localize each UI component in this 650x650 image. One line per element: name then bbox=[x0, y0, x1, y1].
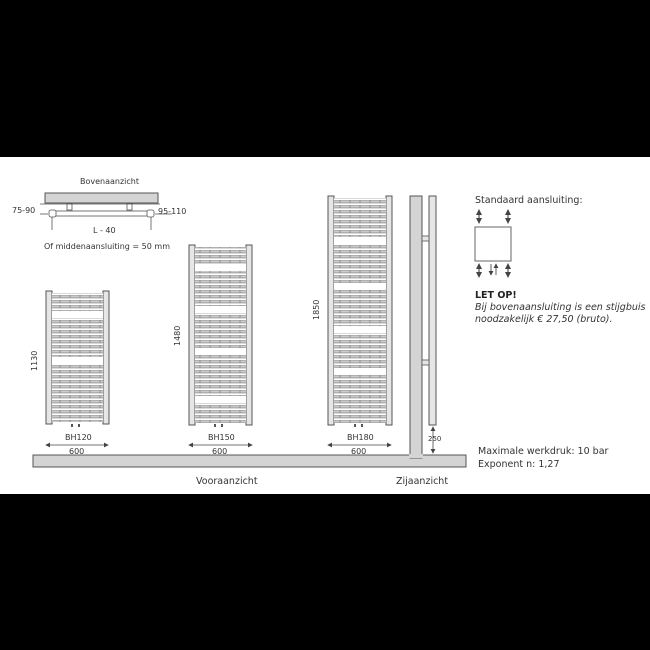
height-bh180: 1850 bbox=[312, 299, 321, 320]
connection-schematic bbox=[475, 210, 511, 277]
exponent: Exponent n: 1,27 bbox=[478, 459, 560, 470]
width-bh180: 600 bbox=[351, 447, 367, 456]
right-offset-dimension: 95-110 bbox=[158, 207, 187, 216]
side-view-label: Zijaanzicht bbox=[396, 476, 449, 487]
radiator-bh180 bbox=[328, 196, 392, 445]
wall bbox=[410, 196, 422, 458]
side-radiator bbox=[429, 196, 436, 425]
front-view-label: Vooraanzicht bbox=[196, 476, 258, 487]
top-view-drawing bbox=[40, 193, 172, 230]
max-pressure: Maximale werkdruk: 10 bar bbox=[478, 446, 609, 457]
width-bh150: 600 bbox=[212, 447, 228, 456]
clearance-dimension: 250 bbox=[428, 435, 442, 443]
warning-text-line1: Bij bovenaansluiting is een stijgbuis bbox=[475, 302, 646, 313]
radiator-bh150 bbox=[189, 245, 252, 445]
middle-connection-note: Of middenaansluiting = 50 mm bbox=[44, 242, 170, 251]
model-bh180: BH180 bbox=[347, 433, 374, 442]
height-bh120: 1130 bbox=[30, 350, 39, 371]
floor bbox=[33, 455, 466, 467]
top-view-title: Bovenaanzicht bbox=[80, 177, 140, 186]
model-bh120: BH120 bbox=[65, 433, 92, 442]
radiator-bh120 bbox=[46, 291, 109, 445]
height-bh150: 1480 bbox=[173, 325, 182, 346]
warning-text-line2: noodzakelijk € 27,50 (bruto). bbox=[475, 314, 613, 325]
left-offset-dimension: 75-90 bbox=[12, 206, 36, 215]
connection-title: Standaard aansluiting: bbox=[475, 195, 583, 206]
length-dimension: L - 40 bbox=[93, 226, 116, 235]
model-bh150: BH150 bbox=[208, 433, 235, 442]
warning-title: LET OP! bbox=[475, 290, 517, 301]
width-bh120: 600 bbox=[69, 447, 85, 456]
